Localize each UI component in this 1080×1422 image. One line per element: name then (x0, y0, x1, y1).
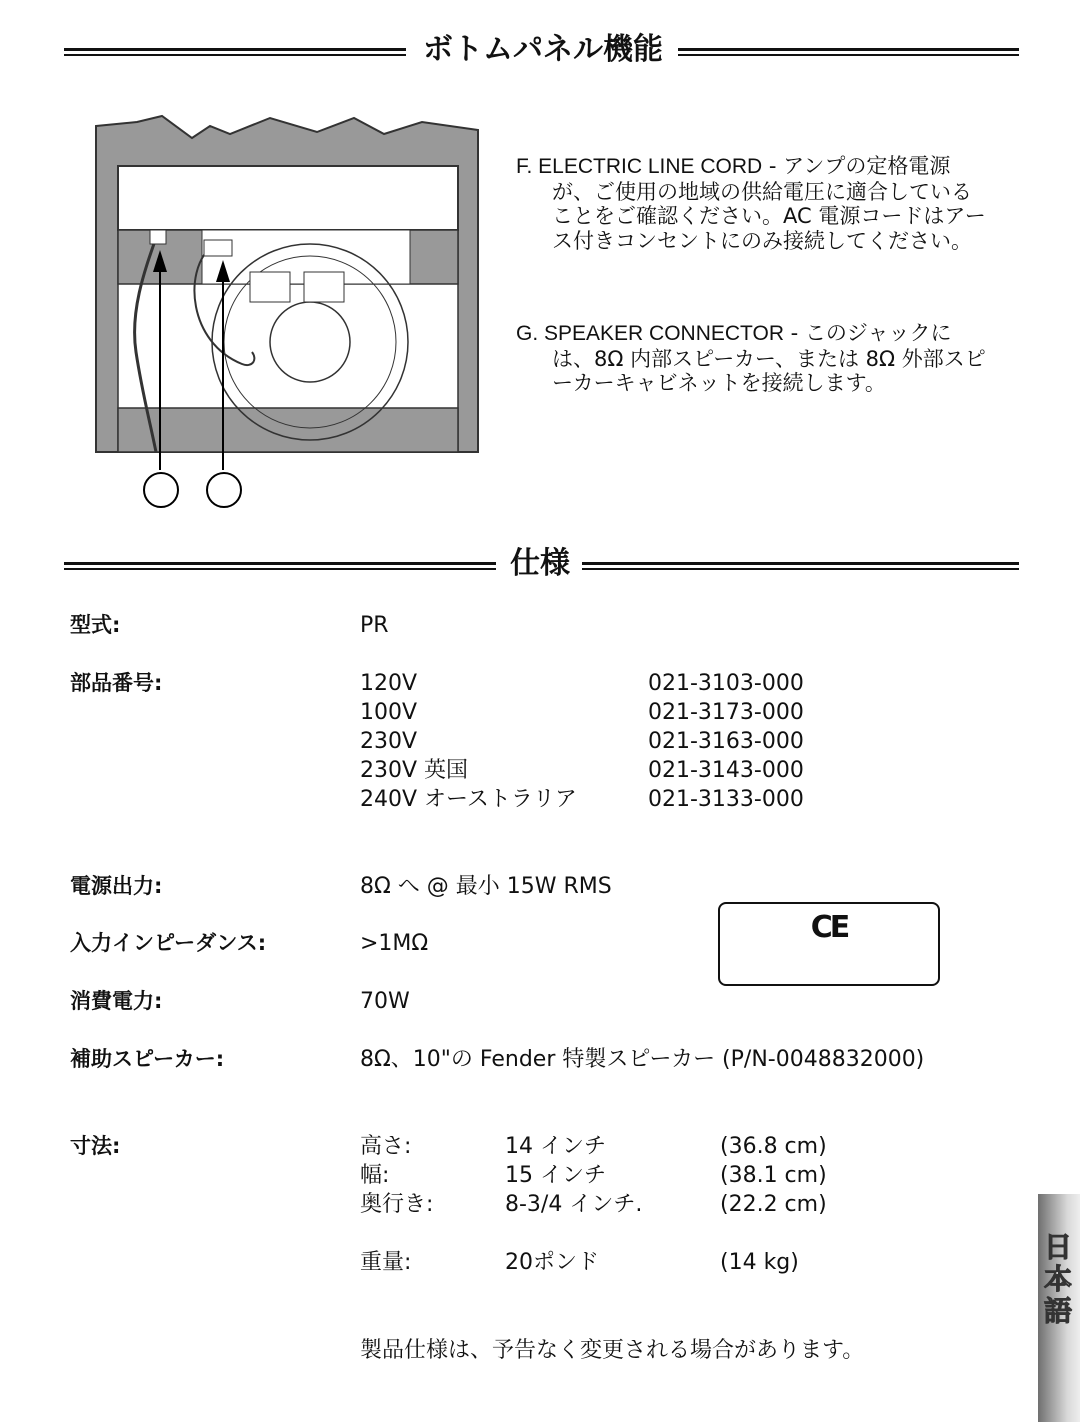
feature-f (516, 154, 986, 253)
speaker-magnet (270, 302, 350, 382)
feature-g-sep: - (784, 321, 805, 345)
part-number-5: 021-3133-000 (648, 787, 804, 812)
aux-speaker-value: 8Ω、10"の Fender 特製スピーカー (P/N-0048832000) (360, 1047, 925, 1072)
voltage-1: 120V (360, 671, 418, 696)
feature-f-sep: - (762, 154, 784, 178)
voltage-3: 230V (360, 729, 418, 754)
transformer-left (250, 272, 290, 302)
weight-imperial: 20ポンド (505, 1250, 599, 1275)
power-output-label: 電源出力: (70, 874, 163, 898)
weight-name: 重量: (360, 1250, 412, 1275)
dimensions-label: 寸法: (70, 1134, 121, 1158)
callout-f-circle (144, 473, 178, 507)
cabinet-baffle (118, 408, 458, 452)
feature-g (516, 321, 986, 396)
voltage-2: 100V (360, 700, 418, 725)
bottom-panel-heading (64, 30, 1019, 74)
power-consumption-label: 消費電力: (70, 989, 163, 1013)
dimension-imperial-1: 14 インチ (505, 1134, 606, 1159)
heading-rule-left (64, 562, 496, 570)
aux-speaker-label: 補助スピーカー: (70, 1047, 225, 1071)
dimension-metric-2: (38.1 cm) (720, 1163, 827, 1188)
feature-f-text: アンプの定格電源が、ご使用の地域の供給電圧に適合していることをご確認ください。AC 電源コードはアース付きコンセントにのみ接続してください。 (552, 154, 986, 253)
dimension-name-1: 高さ: (360, 1134, 412, 1159)
bottom-panel-title: ボトムパネル機能 (423, 32, 663, 67)
dimension-metric-1: (36.8 cm) (720, 1134, 827, 1159)
part-number-3: 021-3163-000 (648, 729, 804, 754)
callout-g-circle (207, 473, 241, 507)
amp-bottom-diagram (92, 112, 492, 516)
dimension-imperial-3: 8-3/4 インチ. (505, 1192, 643, 1217)
heading-rule-right (582, 562, 1019, 570)
input-impedance-label: 入力インピーダンス: (70, 931, 267, 955)
speaker-jack (204, 240, 232, 256)
language-tab-label: 日本語 (1040, 1232, 1073, 1328)
part-number-4: 021-3143-000 (648, 758, 804, 783)
voltage-5: 240V オーストラリア (360, 787, 577, 812)
specs-title: 仕様 (510, 546, 570, 581)
feature-f-label: F. ELECTRIC LINE CORD (516, 155, 763, 178)
ce-mark-box (718, 902, 940, 986)
feature-g-label: G. SPEAKER CONNECTOR (516, 322, 784, 345)
specs-heading (64, 544, 1019, 588)
dimension-name-2: 幅: (360, 1163, 390, 1188)
ce-mark: CE (810, 910, 848, 945)
part-number-1: 021-3103-000 (648, 671, 804, 696)
heading-rule-right (678, 48, 1019, 56)
dimension-name-3: 奥行き: (360, 1192, 434, 1217)
input-impedance-value: >1MΩ (360, 931, 429, 956)
model-label: 型式: (70, 613, 121, 637)
transformer-right (304, 272, 344, 302)
cord-jack (150, 230, 166, 244)
spec-change-note: 製品仕様は、予告なく変更される場合があります。 (360, 1338, 865, 1363)
voltage-4: 230V 英国 (360, 758, 469, 783)
part-number-2: 021-3173-000 (648, 700, 804, 725)
dimension-imperial-2: 15 インチ (505, 1163, 606, 1188)
part-number-label: 部品番号: (70, 671, 163, 695)
weight-metric: (14 kg) (720, 1250, 799, 1275)
dimension-metric-3: (22.2 cm) (720, 1192, 827, 1217)
heading-rule-left (64, 48, 406, 56)
feature-g-text: このジャックには、8Ω 内部スピーカー、または 8Ω 外部スピーカーキャビネットを接続します。 (552, 321, 986, 395)
model-value: PR (360, 613, 389, 638)
power-output-value: 8Ω へ @ 最小 15W RMS (360, 874, 612, 899)
chassis-front (118, 166, 458, 230)
language-side-tab (1038, 1194, 1080, 1422)
power-consumption-value: 70W (360, 989, 410, 1014)
